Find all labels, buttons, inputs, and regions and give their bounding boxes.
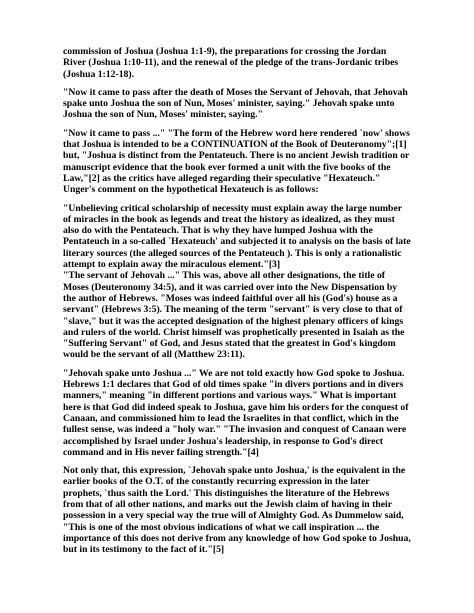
text-line: here is that God did indeed speak to Joshua, gave him his orders for the conquest of (63, 401, 409, 413)
text-line: "Jehovah spake unto Joshua ..." We are not told exactly how God spoke to Joshua. (63, 367, 405, 379)
text-line: servant" (Hebrews 3:5). The meaning of the term "servant" is very close to that of (63, 304, 403, 316)
text-line: literary sources (the alleged sources of the Pentateuch ). This is only a rationalistic (63, 247, 402, 259)
text-line: command and in His never failing strength."[4] (63, 446, 259, 458)
document-page (63, 46, 423, 555)
text-line: importance of this does not derive from any knowledge of how God spoke to Joshua, (63, 532, 411, 544)
text-line: and rulers of the world. Christ himself was prophetically presented in Isaiah as the (63, 326, 405, 338)
text-line: (Joshua 1:12-18). (63, 68, 135, 80)
text-line: Moses (Deuteronomy 34:5), and it was carried over into the New Dispensation by (63, 281, 398, 293)
text-line: of miracles in the book as legends and treat the history as idealized, as they must (63, 213, 395, 225)
paragraph-unger-quote (63, 203, 423, 361)
paragraph-verse-quote (63, 87, 423, 121)
text-line: the author of Hebrews. "Moses was indeed faithful over all his (God's) house as a (63, 292, 398, 304)
text-line: "Suffering Servant" of God, and Jesus stated that the greatest in God's kingdom (63, 338, 396, 350)
text-line: Joshua the son of Nun, Moses' minister, saying." (63, 109, 263, 121)
paragraph-now-it-came (63, 128, 423, 196)
text-line: fullest sense, was indeed a "holy war." "The invasion and conquest of Canaan were (63, 424, 407, 436)
text-line: Not only that, this expression, `Jehovah spake unto Joshua,' is the equivalent in the (63, 465, 406, 477)
text-line: "This is one of the most obvious indications of what we call inspiration ... the (63, 521, 380, 533)
text-line: River (Joshua 1:10-11), and the renewal of the pledge of the trans-Jordanic tribes (63, 57, 399, 69)
text-line: "slave," but it was the accepted designation of the highest plenary officers of kings (63, 315, 404, 327)
text-line: attempt to explain away the miraculous element."[3] (63, 259, 281, 271)
text-line: manuscript evidence that the book ever formed a unit with the five books of the (63, 161, 391, 173)
text-line: Hebrews 1:1 declares that God of old times spake "in divers portions and in divers (63, 379, 404, 391)
paragraph-commission (63, 46, 423, 80)
text-line: Pentateuch in a so-called `Hexateuch' and subjected it to analysis on the basis of late (63, 236, 411, 248)
text-line: commission of Joshua (Joshua 1:1-9), the preparations for crossing the Jordan (63, 46, 387, 57)
text-line: "Now it came to pass ..." "The form of the Hebrew word here rendered `now' shows (63, 127, 410, 139)
text-line: "Unbelieving critical scholarship of necessity must explain away the large number (63, 202, 403, 214)
text-line: prophets, `thus saith the Lord.' This distinguishes the literature of the Hebrews (63, 487, 390, 499)
text-line: earlier books of the O.T. of the constantly recurring expression in the later (63, 476, 370, 488)
text-line: Law,"[2] as the critics have alleged regarding their speculative "Hexateuch." (63, 172, 381, 184)
text-line: Canaan, and commissioned him to lead the Israelites in that conflict, which in the (63, 412, 399, 424)
text-line: would be the servant of all (Matthew 23:11). (63, 349, 245, 361)
paragraph-jehovah-spake (63, 368, 423, 458)
text-line: manners," meaning "in different portions and various ways." What is important (63, 390, 397, 402)
text-line: possession in a very special way the true will of Almighty God. As Dummelow said, (63, 510, 404, 522)
text-line: "The servant of Jehovah ..." This was, above all other designations, the title of (63, 270, 386, 282)
text-line: from that of all other nations, and marks out the Jewish claim of having in their (63, 498, 393, 510)
text-line: spake unto Joshua the son of Nun, Moses' minister, saying." Jehovah spake unto (63, 98, 395, 110)
text-line: but in its testimony to the fact of it."[5] (63, 544, 225, 556)
text-line: Unger's comment on the hypothetical Hexateuch is as follows: (63, 184, 319, 196)
text-line: accomplished by Israel under Joshua's leadership, in response to God's direct (63, 435, 383, 447)
text-line: but, "Joshua is distinct from the Pentateuch. There is no ancient Jewish tradition or (63, 150, 410, 162)
text-line: that Joshua is intended to be a CONTINUATION of the Book of Deuteronomy";[1] (63, 139, 407, 151)
text-line: "Now it came to pass after the death of Moses the Servant of Jehovah, that Jehovah (63, 86, 408, 98)
text-line: also do with the Pentateuch. That is why they have lumped Joshua with the (63, 225, 373, 237)
paragraph-not-only-that (63, 465, 423, 555)
